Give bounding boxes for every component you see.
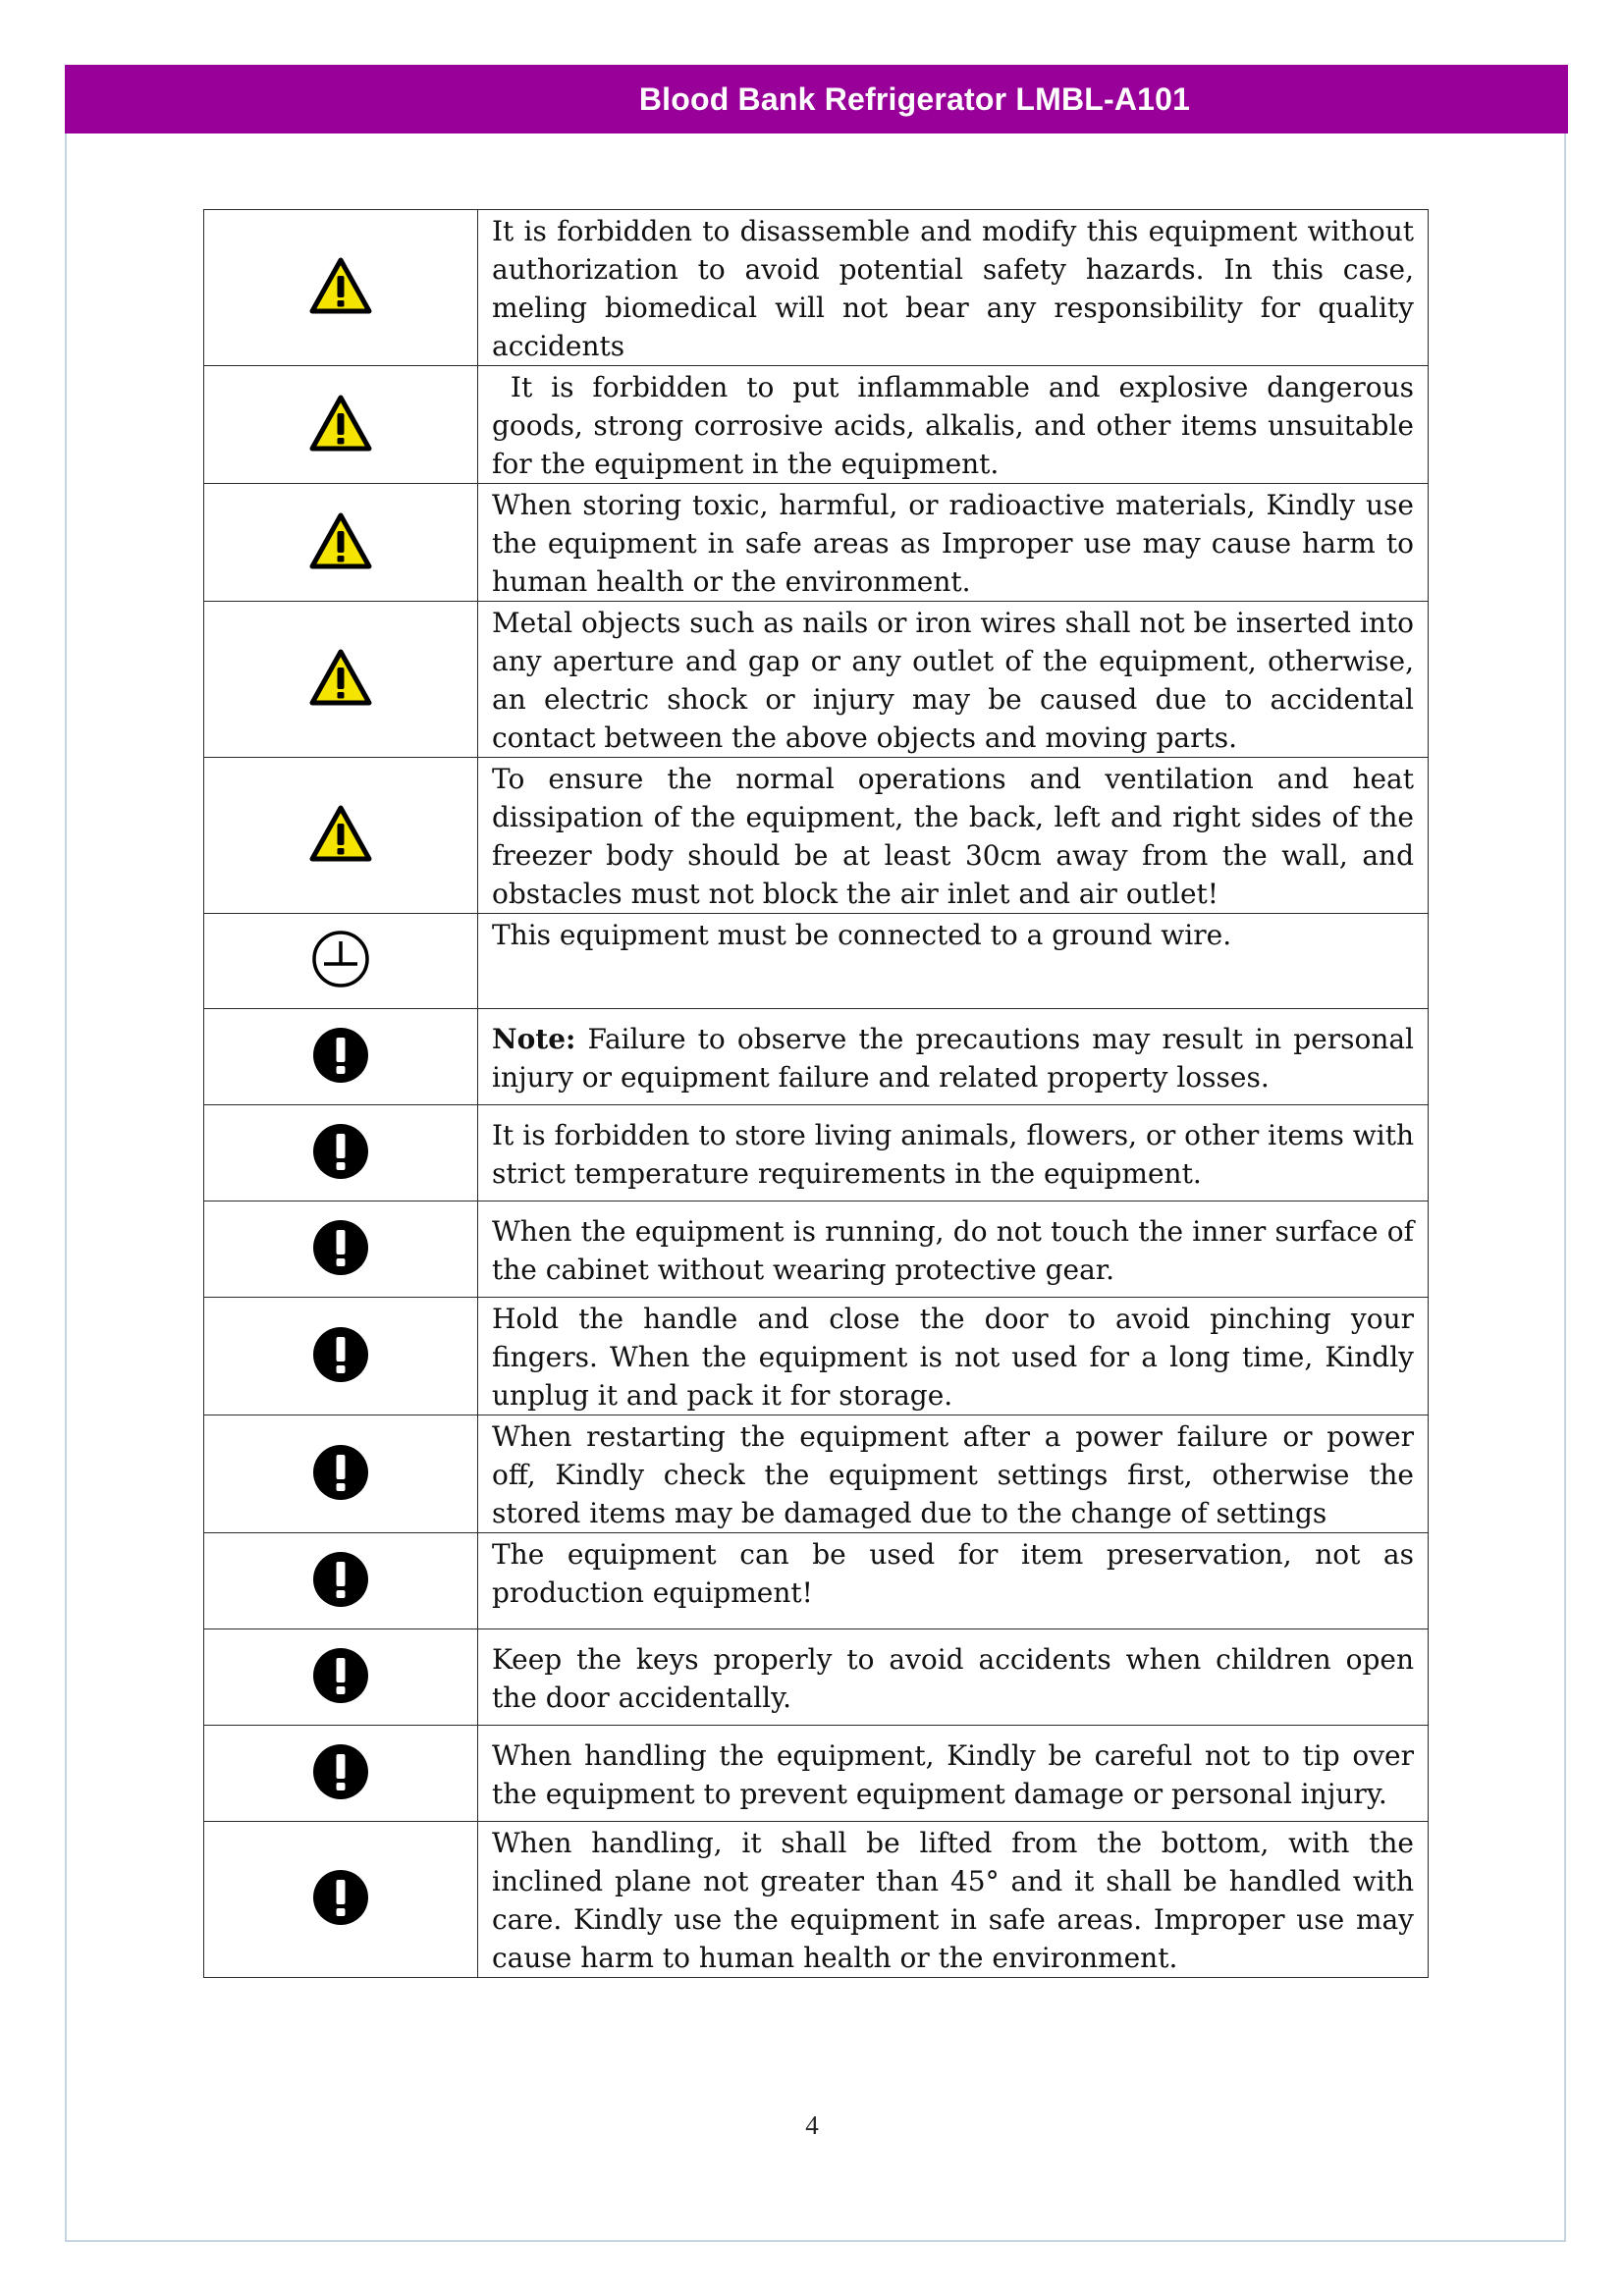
exclamation-circle-icon: [311, 1646, 370, 1709]
note-label: Note:: [492, 1022, 576, 1055]
warning-triangle-icon: [308, 511, 373, 574]
table-row: [204, 1009, 1429, 1105]
table-row: [204, 1822, 1429, 1978]
precaution-text: This equipment must be connected to a ground wire.: [492, 919, 1232, 951]
exclamation-circle-icon: [311, 1026, 370, 1089]
table-row: [204, 1533, 1429, 1629]
exclamation-circle-icon: [311, 1550, 370, 1613]
table-row: [204, 366, 1429, 484]
table-row: [204, 1105, 1429, 1201]
warning-triangle-icon: [308, 394, 373, 456]
warning-triangle-icon: [308, 648, 373, 711]
precaution-text: When handling the equipment, Kindly be careful not to tip over the equipment to prevent equipment damage or personal injury.: [492, 1738, 1414, 1810]
precaution-text: Hold the handle and close the door to avoid pinching your fingers. When the equipment is not used for a long time, Kindly unplug it and pack it for storage.: [492, 1303, 1414, 1412]
precaution-text: Keep the keys properly to avoid accidents when children open the door accidentally.: [492, 1642, 1414, 1714]
table-row: [204, 1201, 1429, 1298]
precaution-text: When restarting the equipment after a power failure or power off, Kindly check the equipment settings first, otherwise the stored items may be damaged due to the change of settings: [492, 1420, 1414, 1529]
precaution-text: It is forbidden to put inflammable and explosive dangerous goods, strong corrosive acids, alkalis, and other items unsuitable for the equipment in the equipment.: [492, 371, 1423, 480]
table-row: [204, 602, 1429, 758]
safety-precautions-table: [203, 209, 1429, 1978]
precaution-text: When the equipment is running, do not touch the inner surface of the cabinet without wearing protective gear.: [492, 1214, 1414, 1286]
ground-symbol-icon: [310, 929, 371, 993]
exclamation-circle-icon: [311, 1742, 370, 1805]
precaution-text: It is forbidden to disassemble and modify this equipment without authorization to avoid potential safety hazards. In this case, meling biomedical will not bear any responsibility for quality accidents: [492, 215, 1414, 362]
table-row: [204, 914, 1429, 1009]
exclamation-circle-icon: [311, 1868, 370, 1931]
precaution-text: It is forbidden to store living animals, flowers, or other items with strict temperature requirements in the equipment.: [492, 1118, 1414, 1190]
header-band: [65, 65, 1568, 133]
warning-triangle-icon: [308, 804, 373, 867]
exclamation-circle-icon: [311, 1325, 370, 1388]
table-row: [204, 1629, 1429, 1726]
document-title: Blood Bank Refrigerator LMBL-A101: [638, 80, 1191, 117]
precaution-text: To ensure the normal operations and ventilation and heat dissipation of the equipment, the back, left and right sides of the freezer body should be at least 30cm away from the wall, and obstacles must not block the air inlet and air outlet!: [492, 763, 1414, 910]
table-row: [204, 210, 1429, 366]
precaution-text: When handling, it shall be lifted from the bottom, with the inclined plane not greater than 45° and it shall be handled with care. Kindly use the equipment in safe areas. Improper use may cause harm to human health or the environment.: [492, 1827, 1414, 1974]
precaution-text: Metal objects such as nails or iron wires shall not be inserted into any aperture and gap or any outlet of the equipment, otherwise, an electric shock or injury may be caused due to accidental contact between the above objects and moving parts.: [492, 607, 1414, 754]
table-row: [204, 1415, 1429, 1533]
table-row: [204, 1726, 1429, 1822]
table-row: [204, 1298, 1429, 1415]
warning-triangle-icon: [308, 256, 373, 319]
exclamation-circle-icon: [311, 1443, 370, 1506]
precaution-text: The equipment can be used for item preservation, not as production equipment!: [492, 1538, 1414, 1609]
page-number: 4: [805, 2110, 819, 2140]
exclamation-circle-icon: [311, 1122, 370, 1185]
table-row: [204, 758, 1429, 914]
table-row: [204, 484, 1429, 602]
precaution-text: Failure to observe the precautions may result in personal injury or equipment failure and related property losses.: [492, 1022, 1414, 1094]
exclamation-circle-icon: [311, 1218, 370, 1281]
precaution-text: When storing toxic, harmful, or radioactive materials, Kindly use the equipment in safe areas as Improper use may cause harm to human health or the environment.: [492, 489, 1414, 598]
